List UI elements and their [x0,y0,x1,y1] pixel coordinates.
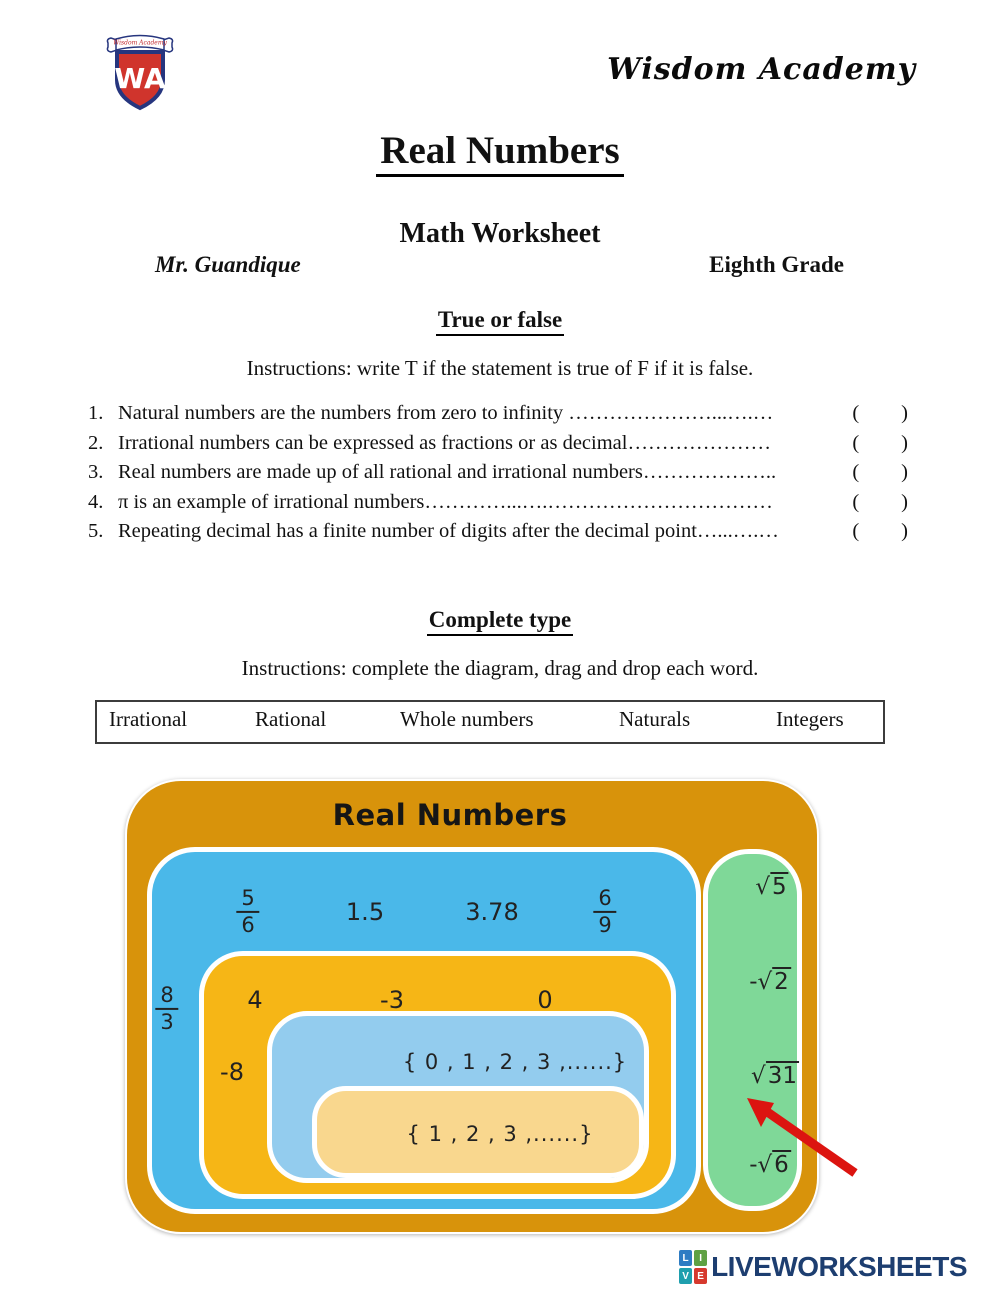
radical-icon: √ [755,874,771,900]
paren-close-icon: ) [901,431,908,454]
logo-banner-text: Wisdom Academy [113,39,167,47]
question-row [88,517,908,547]
question-text: Natural numbers are the numbers from zero to infinity …………………...….… [118,402,774,424]
radical-icon: √ [751,1063,766,1089]
logo-monogram: WA [114,62,166,95]
word-bank-item-integers[interactable]: Integers [776,707,844,731]
decimal-example-2: 3.78 [465,898,519,926]
question-row [88,488,908,518]
paren-close-icon: ) [901,490,908,513]
school-shield-logo [103,30,177,112]
fraction-eight-thirds: $\frac{8}{3}$ [155,984,178,1034]
true-or-false-heading: True or false [0,307,1000,336]
question-number: 3. [88,461,104,483]
fraction-five-sixths: $\frac{5}{6}$ [236,887,259,937]
fraction-six-ninths: $\frac{6}{9}$ [593,887,616,937]
real-numbers-diagram [125,779,819,1235]
paren-open-icon: ( [852,402,860,424]
question-text: Real numbers are made up of all rational and irrational numbers……………….. [118,461,777,483]
integer-example-4: 4 [247,986,263,1014]
answer-slot[interactable] [852,399,908,429]
naturals-set: { 1 , 2 , 3 ,......} [406,1122,594,1146]
question-text: π is an example of irrational numbers…………...….…………………………… [118,490,773,513]
teacher-name: Mr. Guandique [155,252,301,277]
paren-open-icon: ( [852,461,860,483]
complete-type-heading: Complete type [0,607,1000,636]
question-number: 5. [88,520,104,542]
whole-numbers-set: { 0 , 1 , 2 , 3 ,......} [402,1050,628,1074]
red-arrow-icon [725,1079,875,1184]
answer-slot[interactable] [852,488,908,518]
diagram-title: Real Numbers [332,798,568,832]
liveworksheets-grid-icon: L I V E [679,1250,707,1284]
paren-open-icon: ( [852,490,860,513]
question-number: 1. [88,402,104,424]
question-number: 2. [88,431,104,454]
answer-slot[interactable] [852,429,908,459]
word-bank-item-irrational[interactable]: Irrational [109,707,188,731]
integer-example-0: 0 [537,986,553,1014]
word-bank-item-whole-numbers[interactable]: Whole numbers [400,707,534,731]
question-row [88,429,908,459]
radical-icon: √ [757,969,773,995]
worksheet-subtitle: Math Worksheet [399,218,601,249]
sqrt-31: √31 [751,1063,797,1089]
question-row [88,458,908,488]
paren-close-icon: ) [901,402,908,424]
complete-type-instructions: Instructions: complete the diagram, drag and drop each word. [241,656,759,680]
paren-close-icon: ) [901,461,908,483]
school-name: Wisdom Academy [607,52,916,87]
answer-slot[interactable] [852,517,908,547]
word-bank-item-naturals[interactable]: Naturals [619,707,691,731]
question-list [88,399,908,547]
brand-name: LIVEWORKSHEETS [711,1251,967,1282]
worksheet-title: Real Numbers [0,128,1000,177]
integer-example-neg8: -8 [220,1058,244,1086]
integer-example-neg3: -3 [380,986,404,1014]
question-text: Repeating decimal has a finite number of digits after the decimal point…...….… [118,520,779,542]
paren-close-icon: ) [901,520,908,542]
neg-sqrt-2: -√2 [749,969,789,995]
neg-sqrt-6: -√6 [749,1152,789,1178]
question-text: Irrational numbers can be expressed as fractions or as decimal………………… [118,431,771,454]
sqrt-5: √5 [755,874,787,900]
answer-slot[interactable] [852,458,908,488]
question-row [88,399,908,429]
word-bank-item-rational[interactable]: Rational [255,707,327,731]
paren-open-icon: ( [852,431,860,454]
grade-level: Eighth Grade [709,252,844,277]
true-or-false-instructions: Instructions: write T if the statement is true of F if it is false. [246,356,754,380]
radical-icon: √ [757,1152,773,1178]
paren-open-icon: ( [852,520,860,542]
word-bank [95,700,885,744]
liveworksheets-logo [679,1250,967,1284]
decimal-example-1: 1.5 [345,898,385,926]
question-number: 4. [88,490,104,513]
